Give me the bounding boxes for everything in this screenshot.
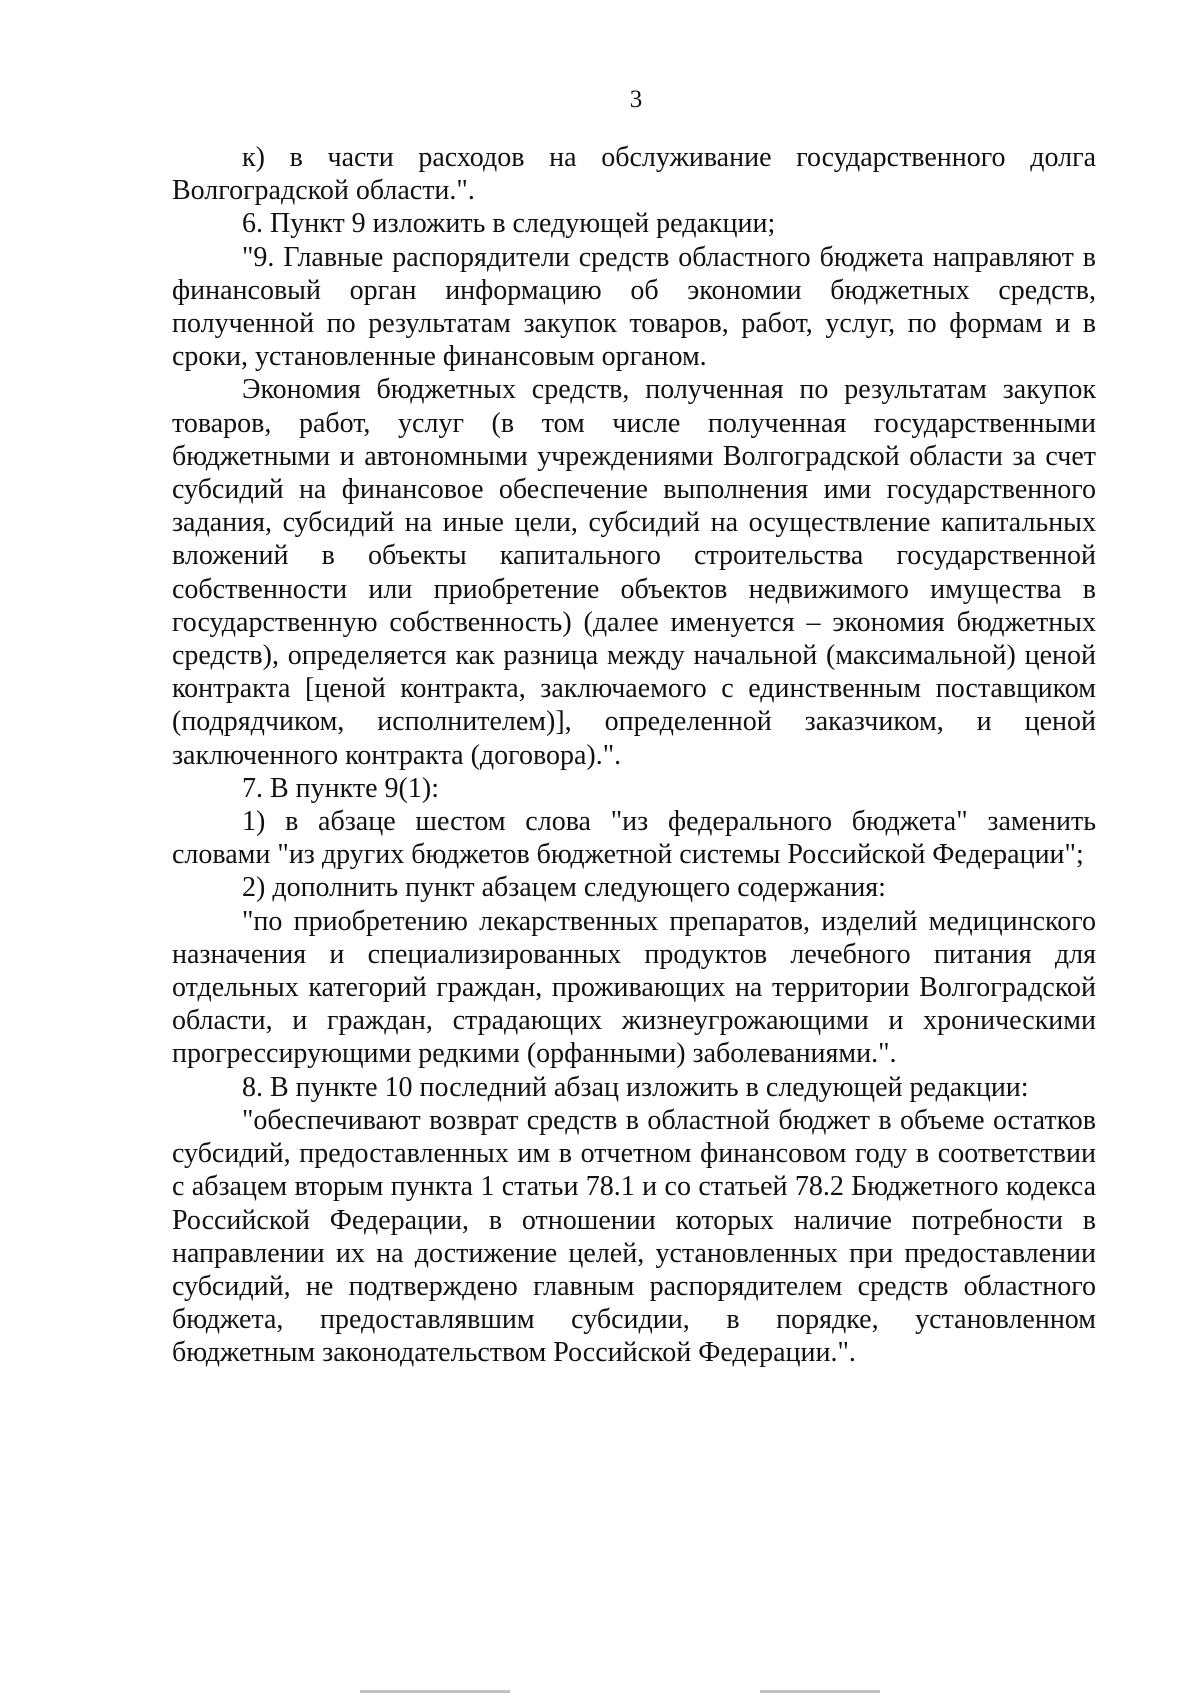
paragraph-subsidy-return: "обеспечивают возврат средств в областной бюджет в объеме остатков субсидий, предоставленных им в отчетном финансовом году в соответствии с абзацем вторым пункта 1 статьи 78.1 и со статьей 78.2 Бюджетного кодекса Российской Федерации, в отношении которых наличие потребности в направлении их на достижение целей, установленных при предоставлении субсидий, не подтверждено главным распорядителем средств областного бюджета, предоставлявшим субсидии, в порядке, установленном бюджетным законодательством Российской Федерации.". — [172, 1104, 1096, 1369]
paragraph-item-7: 7. В пункте 9(1): — [242, 772, 439, 804]
scan-artifact-left — [360, 1690, 510, 1693]
document-body — [172, 141, 1096, 1370]
paragraph-medicines: "по приобретению лекарственных препаратов, изделий медицинского назначения и специализированных продуктов лечебного питания для отдельных категорий граждан, проживающих на территории Волгоградской области, и граждан, страдающих жизнеугрожающими и хроническими прогрессирующими редкими (орфанными) заболеваниями.". — [172, 905, 1096, 1070]
paragraph-item-6: 6. Пункт 9 изложить в следующей редакции; — [242, 208, 776, 240]
paragraph-budget-savings: Экономия бюджетных средств, полученная по результатам закупок товаров, работ, услуг (в том числе полученная государственными бюджетными и автономными учреждениями Волгоградской области за счет субсидий на финансовое обеспечение выполнения ими государственного задания, субсидий на иные цели, субсидий на осуществление капитальных вложений в объекты капитального строительства государственной собственности или приобретение объектов недвижимого имущества в государственную собственность) (далее именуется – экономия бюджетных средств), определяется как разница между начальной (максимальной) ценой контракта [ценой контракта, заключаемого с единственным поставщиком (подрядчиком, исполнителем)], определенной заказчиком, и ценой заключенного контракта (договора).". — [172, 374, 1096, 771]
paragraph-subitem-2: 2) дополнить пункт абзацем следующего содержания: — [242, 872, 886, 904]
page-number: 3 — [629, 86, 643, 113]
paragraph-item-8: 8. В пункте 10 последний абзац изложить в следующей редакции: — [242, 1071, 1029, 1103]
paragraph-subitem-1: 1) в абзаце шестом слова "из федерального бюджета" заменить словами "из других бюджетов бюджетной системы Российской Федерации"; — [172, 806, 1096, 871]
paragraph-point-9: "9. Главные распорядители средств областного бюджета направляют в финансовый орган информацию об экономии бюджетных средств, полученной по результатам закупок товаров, работ, услуг, по формам и в сроки, установленные финансовым органом. — [172, 241, 1096, 373]
scan-artifact-right — [760, 1690, 880, 1693]
paragraph-k: к) в части расходов на обслуживание государственного долга Волгоградской области.". — [172, 142, 1096, 207]
